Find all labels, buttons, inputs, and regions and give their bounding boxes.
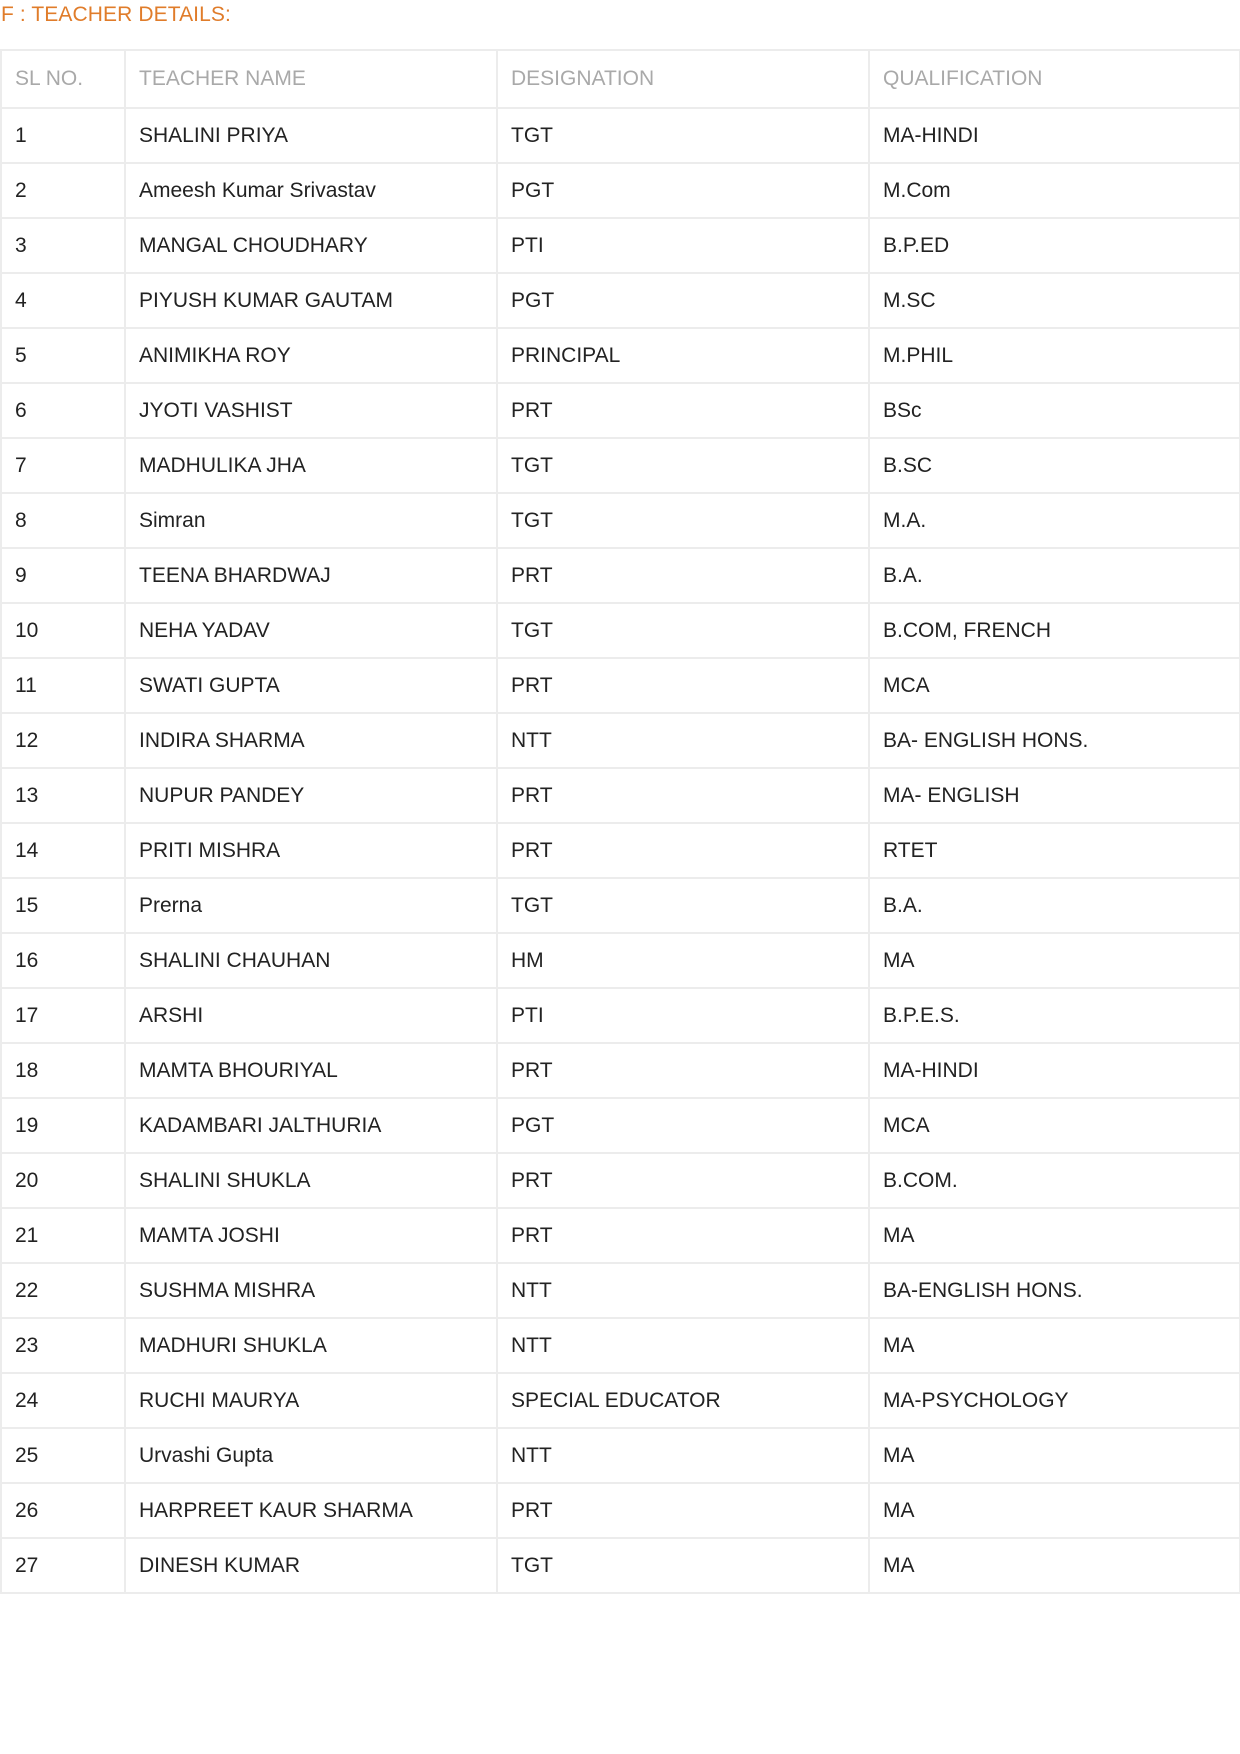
cell-teacher-name: MADHURI SHUKLA <box>125 1318 497 1373</box>
cell-teacher-name: ANIMIKHA ROY <box>125 328 497 383</box>
table-row <box>1 273 1240 328</box>
cell-designation: TGT <box>497 603 869 658</box>
cell-sl-no: 15 <box>1 878 125 933</box>
cell-qualification: RTET <box>869 823 1240 878</box>
cell-sl-no: 12 <box>1 713 125 768</box>
cell-teacher-name: Ameesh Kumar Srivastav <box>125 163 497 218</box>
cell-sl-no: 13 <box>1 768 125 823</box>
cell-designation: PRT <box>497 383 869 438</box>
cell-qualification: MA <box>869 1428 1240 1483</box>
cell-sl-no: 7 <box>1 438 125 493</box>
table-row <box>1 603 1240 658</box>
cell-designation: PTI <box>497 988 869 1043</box>
table-row <box>1 1428 1240 1483</box>
cell-teacher-name: SWATI GUPTA <box>125 658 497 713</box>
table-row <box>1 438 1240 493</box>
cell-teacher-name: MAMTA JOSHI <box>125 1208 497 1263</box>
table-row <box>1 878 1240 933</box>
cell-designation: PTI <box>497 218 869 273</box>
cell-teacher-name: Simran <box>125 493 497 548</box>
cell-teacher-name: SHALINI SHUKLA <box>125 1153 497 1208</box>
cell-sl-no: 11 <box>1 658 125 713</box>
cell-sl-no: 8 <box>1 493 125 548</box>
cell-qualification: MA <box>869 1483 1240 1538</box>
cell-designation: PRT <box>497 1043 869 1098</box>
cell-qualification: B.COM. <box>869 1153 1240 1208</box>
cell-sl-no: 25 <box>1 1428 125 1483</box>
table-row <box>1 1043 1240 1098</box>
cell-qualification: B.A. <box>869 878 1240 933</box>
cell-sl-no: 4 <box>1 273 125 328</box>
table-row <box>1 328 1240 383</box>
cell-designation: PGT <box>497 273 869 328</box>
cell-designation: PRT <box>497 823 869 878</box>
cell-sl-no: 22 <box>1 1263 125 1318</box>
cell-qualification: MA-HINDI <box>869 108 1240 163</box>
cell-teacher-name: JYOTI VASHIST <box>125 383 497 438</box>
table-row <box>1 1538 1240 1593</box>
cell-qualification: BSc <box>869 383 1240 438</box>
table-row <box>1 108 1240 163</box>
cell-designation: NTT <box>497 713 869 768</box>
cell-teacher-name: PIYUSH KUMAR GAUTAM <box>125 273 497 328</box>
cell-sl-no: 24 <box>1 1373 125 1428</box>
cell-designation: SPECIAL EDUCATOR <box>497 1373 869 1428</box>
table-row <box>1 1208 1240 1263</box>
cell-qualification: MA <box>869 1318 1240 1373</box>
cell-sl-no: 3 <box>1 218 125 273</box>
cell-sl-no: 9 <box>1 548 125 603</box>
cell-qualification: MA- ENGLISH <box>869 768 1240 823</box>
cell-qualification: M.Com <box>869 163 1240 218</box>
cell-sl-no: 5 <box>1 328 125 383</box>
cell-designation: PRT <box>497 1483 869 1538</box>
cell-designation: NTT <box>497 1318 869 1373</box>
cell-teacher-name: MADHULIKA JHA <box>125 438 497 493</box>
table-row <box>1 933 1240 988</box>
cell-designation: PRT <box>497 1153 869 1208</box>
cell-designation: TGT <box>497 1538 869 1593</box>
cell-teacher-name: MANGAL CHOUDHARY <box>125 218 497 273</box>
cell-qualification: B.COM, FRENCH <box>869 603 1240 658</box>
cell-qualification: B.P.E.S. <box>869 988 1240 1043</box>
table-row <box>1 988 1240 1043</box>
table-row <box>1 1483 1240 1538</box>
cell-qualification: MCA <box>869 1098 1240 1153</box>
table-body <box>1 108 1240 1593</box>
cell-sl-no: 14 <box>1 823 125 878</box>
cell-designation: TGT <box>497 438 869 493</box>
cell-teacher-name: Urvashi Gupta <box>125 1428 497 1483</box>
cell-teacher-name: Prerna <box>125 878 497 933</box>
cell-sl-no: 26 <box>1 1483 125 1538</box>
cell-sl-no: 21 <box>1 1208 125 1263</box>
table-header-row <box>1 50 1240 108</box>
cell-teacher-name: INDIRA SHARMA <box>125 713 497 768</box>
cell-qualification: M.SC <box>869 273 1240 328</box>
cell-designation: PRT <box>497 548 869 603</box>
cell-designation: PRT <box>497 658 869 713</box>
cell-designation: NTT <box>497 1428 869 1483</box>
header-teacher-name: TEACHER NAME <box>125 50 497 108</box>
cell-teacher-name: NEHA YADAV <box>125 603 497 658</box>
table-row <box>1 1318 1240 1373</box>
cell-designation: TGT <box>497 878 869 933</box>
table-row <box>1 1153 1240 1208</box>
cell-teacher-name: HARPREET KAUR SHARMA <box>125 1483 497 1538</box>
cell-sl-no: 10 <box>1 603 125 658</box>
table-row <box>1 383 1240 438</box>
cell-qualification: MA <box>869 933 1240 988</box>
cell-qualification: BA- ENGLISH HONS. <box>869 713 1240 768</box>
cell-designation: PGT <box>497 1098 869 1153</box>
cell-sl-no: 27 <box>1 1538 125 1593</box>
cell-teacher-name: SHALINI CHAUHAN <box>125 933 497 988</box>
table-row <box>1 1098 1240 1153</box>
cell-teacher-name: DINESH KUMAR <box>125 1538 497 1593</box>
cell-teacher-name: MAMTA BHOURIYAL <box>125 1043 497 1098</box>
cell-sl-no: 19 <box>1 1098 125 1153</box>
cell-qualification: MCA <box>869 658 1240 713</box>
table-row <box>1 218 1240 273</box>
cell-designation: TGT <box>497 108 869 163</box>
cell-qualification: M.A. <box>869 493 1240 548</box>
cell-qualification: MA <box>869 1538 1240 1593</box>
cell-qualification: MA <box>869 1208 1240 1263</box>
cell-qualification: MA-PSYCHOLOGY <box>869 1373 1240 1428</box>
header-designation: DESIGNATION <box>497 50 869 108</box>
table-row <box>1 548 1240 603</box>
cell-teacher-name: RUCHI MAURYA <box>125 1373 497 1428</box>
cell-designation: TGT <box>497 493 869 548</box>
cell-qualification: B.A. <box>869 548 1240 603</box>
cell-designation: HM <box>497 933 869 988</box>
cell-designation: NTT <box>497 1263 869 1318</box>
cell-sl-no: 16 <box>1 933 125 988</box>
cell-designation: PRT <box>497 1208 869 1263</box>
header-sl-no: SL NO. <box>1 50 125 108</box>
cell-teacher-name: PRITI MISHRA <box>125 823 497 878</box>
table-row <box>1 658 1240 713</box>
cell-sl-no: 17 <box>1 988 125 1043</box>
section-title: F : TEACHER DETAILS: <box>1 3 231 26</box>
cell-sl-no: 23 <box>1 1318 125 1373</box>
table-row <box>1 713 1240 768</box>
table-row <box>1 493 1240 548</box>
table-row <box>1 163 1240 218</box>
cell-teacher-name: SUSHMA MISHRA <box>125 1263 497 1318</box>
cell-teacher-name: ARSHI <box>125 988 497 1043</box>
cell-designation: PGT <box>497 163 869 218</box>
cell-qualification: B.P.ED <box>869 218 1240 273</box>
cell-sl-no: 1 <box>1 108 125 163</box>
cell-teacher-name: SHALINI PRIYA <box>125 108 497 163</box>
cell-sl-no: 6 <box>1 383 125 438</box>
cell-sl-no: 20 <box>1 1153 125 1208</box>
cell-teacher-name: NUPUR PANDEY <box>125 768 497 823</box>
table-row <box>1 1373 1240 1428</box>
teacher-details-table <box>0 49 1240 1594</box>
cell-teacher-name: KADAMBARI JALTHURIA <box>125 1098 497 1153</box>
cell-qualification: M.PHIL <box>869 328 1240 383</box>
cell-designation: PRINCIPAL <box>497 328 869 383</box>
cell-qualification: MA-HINDI <box>869 1043 1240 1098</box>
cell-qualification: B.SC <box>869 438 1240 493</box>
cell-sl-no: 18 <box>1 1043 125 1098</box>
cell-sl-no: 2 <box>1 163 125 218</box>
table-row <box>1 1263 1240 1318</box>
cell-qualification: BA-ENGLISH HONS. <box>869 1263 1240 1318</box>
cell-teacher-name: TEENA BHARDWAJ <box>125 548 497 603</box>
table-row <box>1 823 1240 878</box>
cell-designation: PRT <box>497 768 869 823</box>
header-qualification: QUALIFICATION <box>869 50 1240 108</box>
table-row <box>1 768 1240 823</box>
